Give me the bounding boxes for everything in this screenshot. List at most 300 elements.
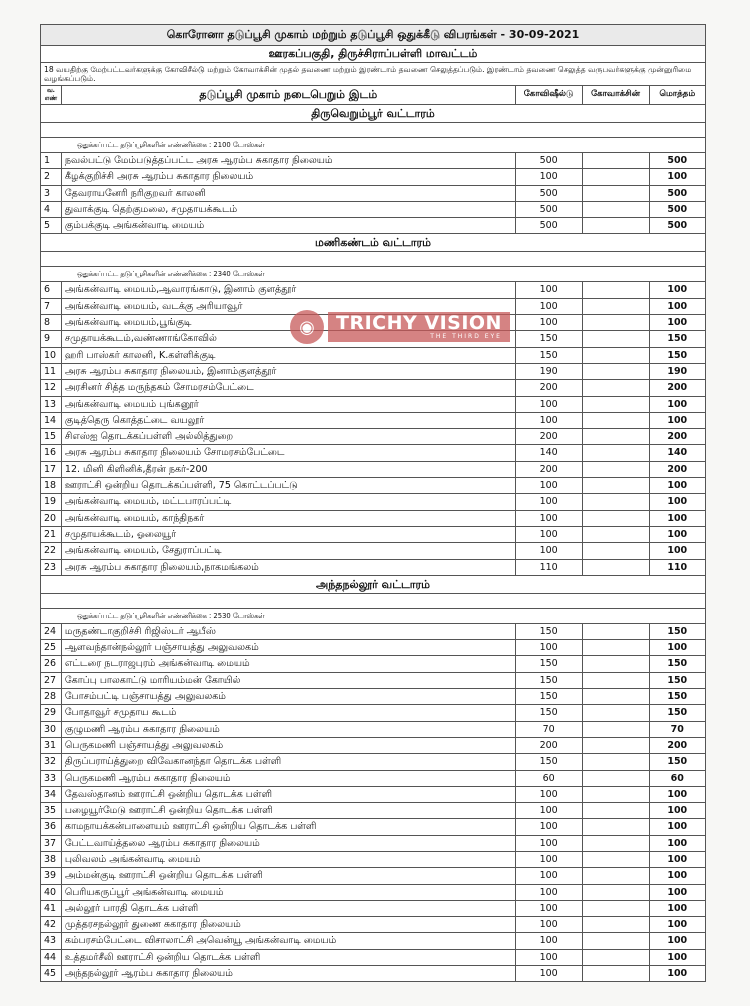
serial-cell: 20 — [41, 510, 62, 526]
table-row — [41, 737, 706, 753]
table-row — [41, 754, 706, 770]
allocation-label: ஒதுக்கப்பட்ட தடுப்பூசிகளின் எண்ணிக்கை : 2530 டோஸ்கள் — [41, 608, 706, 623]
covaxin-cell — [582, 412, 649, 428]
serial-cell: 9 — [41, 331, 62, 347]
serial-cell: 18 — [41, 478, 62, 494]
covishield-cell: 150 — [515, 331, 582, 347]
serial-cell: 36 — [41, 819, 62, 835]
place-cell: முத்தரசநல்லூர் துணை சுகாதார நிலையம் — [61, 917, 515, 933]
total-cell: 100 — [649, 966, 706, 982]
total-cell: 200 — [649, 429, 706, 445]
covishield-cell: 100 — [515, 786, 582, 802]
serial-cell: 6 — [41, 282, 62, 298]
covaxin-cell — [582, 640, 649, 656]
eligibility-note: 18 வயதிற்கு மேற்பட்டவர்களுக்கு கோவிசீல்டு மற்றும் கோவாக்சின் முதல் தவணை மற்றும் இரண்டாம் தவணை செலுத்தப்படும். இரண்டாம் தவணை செலுத்த வருபவர்களுக்கு முன்னுரிமை வழங்கப்படும். — [41, 63, 706, 86]
serial-cell: 32 — [41, 754, 62, 770]
table-row — [41, 380, 706, 396]
table-row — [41, 412, 706, 428]
serial-cell: 11 — [41, 363, 62, 379]
table-row — [41, 559, 706, 575]
covaxin-cell — [582, 169, 649, 185]
total-cell: 150 — [649, 347, 706, 363]
covaxin-cell — [582, 933, 649, 949]
table-row — [41, 494, 706, 510]
allocation-row — [41, 267, 706, 282]
serial-cell: 1 — [41, 153, 62, 169]
table-row — [41, 185, 706, 201]
place-cell: பழையூர்மேடு ஊராட்சி ஒன்றிய தொடக்க பள்ளி — [61, 803, 515, 819]
header-row — [41, 86, 706, 105]
covaxin-cell — [582, 478, 649, 494]
total-cell: 100 — [649, 819, 706, 835]
total-cell: 150 — [649, 331, 706, 347]
covaxin-cell — [582, 396, 649, 412]
serial-cell: 27 — [41, 672, 62, 688]
total-cell: 100 — [649, 282, 706, 298]
place-cell: காமநாயக்கன்பாளையம் ஊராட்சி ஒன்றிய தொடக்க பள்ளி — [61, 819, 515, 835]
covaxin-cell — [582, 380, 649, 396]
serial-cell: 39 — [41, 868, 62, 884]
total-cell: 110 — [649, 559, 706, 575]
covishield-cell: 110 — [515, 559, 582, 575]
block-row — [41, 234, 706, 252]
block-name: மணிகண்டம் வட்டாரம் — [41, 234, 706, 252]
total-cell: 100 — [649, 900, 706, 916]
place-cell: அங்கன்வாடி மையம், மட்டபாரப்பட்டி — [61, 494, 515, 510]
total-cell: 100 — [649, 494, 706, 510]
total-cell: 60 — [649, 770, 706, 786]
total-cell: 100 — [649, 169, 706, 185]
block-spacer-cell — [41, 593, 706, 608]
total-cell: 100 — [649, 526, 706, 542]
covaxin-cell — [582, 754, 649, 770]
serial-cell: 3 — [41, 185, 62, 201]
table-row — [41, 640, 706, 656]
table-row — [41, 835, 706, 851]
covishield-cell: 100 — [515, 640, 582, 656]
covishield-cell: 150 — [515, 656, 582, 672]
total-cell: 100 — [649, 640, 706, 656]
total-cell: 100 — [649, 412, 706, 428]
covaxin-cell — [582, 900, 649, 916]
covaxin-cell — [582, 282, 649, 298]
covishield-cell: 500 — [515, 153, 582, 169]
note-row — [41, 63, 706, 86]
table-row — [41, 282, 706, 298]
district-label: ஊரகப்பகுதி, திருச்சிராப்பள்ளி மாவட்டம் — [41, 46, 706, 63]
place-cell: குழுமணி ஆரம்ப சுகாதார நிலையம் — [61, 721, 515, 737]
serial-cell: 7 — [41, 298, 62, 314]
serial-cell: 25 — [41, 640, 62, 656]
table-row — [41, 705, 706, 721]
table-row — [41, 478, 706, 494]
place-cell: அங்கன்வாடி மையம்,பூங்குடி — [61, 315, 515, 331]
covishield-cell: 500 — [515, 185, 582, 201]
serial-cell: 37 — [41, 835, 62, 851]
covaxin-cell — [582, 510, 649, 526]
total-cell: 500 — [649, 153, 706, 169]
table-row — [41, 656, 706, 672]
block-spacer-row — [41, 252, 706, 267]
covishield-cell: 500 — [515, 201, 582, 217]
place-cell: பெருகமணி பஞ்சாயத்து அலுவலகம் — [61, 737, 515, 753]
place-cell: அரசு ஆரம்ப சுகாதார நிலையம், இனாம்குளத்தூர் — [61, 363, 515, 379]
covishield-cell: 60 — [515, 770, 582, 786]
table-row — [41, 169, 706, 185]
serial-cell: 19 — [41, 494, 62, 510]
covishield-cell: 150 — [515, 347, 582, 363]
total-cell: 150 — [649, 656, 706, 672]
covishield-cell: 100 — [515, 917, 582, 933]
place-cell: குடித்தெரு கொத்தட்டை வயலூர் — [61, 412, 515, 428]
serial-cell: 38 — [41, 851, 62, 867]
serial-cell: 35 — [41, 803, 62, 819]
covaxin-cell — [582, 721, 649, 737]
covaxin-cell — [582, 623, 649, 639]
table-row — [41, 429, 706, 445]
serial-cell: 4 — [41, 201, 62, 217]
covishield-cell: 100 — [515, 298, 582, 314]
place-cell: எட்டரை நடராஜபுரம் அங்கன்வாடி மையம் — [61, 656, 515, 672]
total-cell: 150 — [649, 623, 706, 639]
covaxin-cell — [582, 363, 649, 379]
total-cell: 100 — [649, 933, 706, 949]
covaxin-cell — [582, 803, 649, 819]
covishield-cell: 100 — [515, 282, 582, 298]
table-row — [41, 770, 706, 786]
total-cell: 500 — [649, 218, 706, 234]
header-place: தடுப்பூசி முகாம் நடைபெறும் இடம் — [61, 86, 515, 105]
covishield-cell: 150 — [515, 689, 582, 705]
serial-cell: 42 — [41, 917, 62, 933]
table-row — [41, 819, 706, 835]
covaxin-cell — [582, 786, 649, 802]
watermark-tagline: THE THIRD EYE — [430, 333, 502, 340]
total-cell: 70 — [649, 721, 706, 737]
table-row — [41, 966, 706, 982]
serial-cell: 23 — [41, 559, 62, 575]
table-row — [41, 689, 706, 705]
document-title: கொரோனா தடுப்பூசி முகாம் மற்றும் தடுப்பூசி ஒதுக்கீடு விபரங்கள் - 30-09-2021 — [41, 25, 706, 46]
table-row — [41, 201, 706, 217]
table-row — [41, 623, 706, 639]
covishield-cell: 150 — [515, 754, 582, 770]
serial-cell: 41 — [41, 900, 62, 916]
serial-cell: 40 — [41, 884, 62, 900]
eye-emblem-icon: ◉ — [290, 310, 324, 344]
total-cell: 100 — [649, 835, 706, 851]
place-cell: போசம்பட்டி பஞ்சாயத்து அலுவலகம் — [61, 689, 515, 705]
covishield-cell: 100 — [515, 949, 582, 965]
block-name: திருவெறும்பூர் வட்டாரம் — [41, 105, 706, 123]
total-cell: 100 — [649, 298, 706, 314]
covishield-cell: 190 — [515, 363, 582, 379]
table-row — [41, 543, 706, 559]
covishield-cell: 200 — [515, 429, 582, 445]
district-row — [41, 46, 706, 63]
covaxin-cell — [582, 153, 649, 169]
place-cell: அரசினர் சித்த மருந்தகம் சோமரசம்பேட்டை — [61, 380, 515, 396]
serial-cell: 28 — [41, 689, 62, 705]
covishield-cell: 100 — [515, 478, 582, 494]
place-cell: திருப்பராய்த்துறை விவேகானந்தா தொடக்க பள்ளி — [61, 754, 515, 770]
covaxin-cell — [582, 543, 649, 559]
serial-cell: 44 — [41, 949, 62, 965]
covaxin-cell — [582, 315, 649, 331]
block-spacer-cell — [41, 123, 706, 138]
covishield-cell: 100 — [515, 543, 582, 559]
place-cell: அரசு ஆரம்ப சுகாதார நிலையம் சோமரசம்பேட்டை — [61, 445, 515, 461]
place-cell: சமுதாயக்கூடம், ஓலையூர் — [61, 526, 515, 542]
covaxin-cell — [582, 526, 649, 542]
total-cell: 100 — [649, 868, 706, 884]
covaxin-cell — [582, 494, 649, 510]
place-cell: உத்தமர்சீலி ஊராட்சி ஒன்றிய தொடக்க பள்ளி — [61, 949, 515, 965]
total-cell: 200 — [649, 380, 706, 396]
covishield-cell: 200 — [515, 461, 582, 477]
place-cell: கும்பக்குடி அங்கன்வாடி மையம் — [61, 218, 515, 234]
covishield-cell: 500 — [515, 218, 582, 234]
serial-cell: 34 — [41, 786, 62, 802]
total-cell: 100 — [649, 917, 706, 933]
covishield-cell: 100 — [515, 819, 582, 835]
covaxin-cell — [582, 884, 649, 900]
covishield-cell: 150 — [515, 672, 582, 688]
table-row — [41, 917, 706, 933]
serial-cell: 29 — [41, 705, 62, 721]
table-row — [41, 331, 706, 347]
header-serial: வ. எண் — [41, 86, 62, 105]
covaxin-cell — [582, 347, 649, 363]
serial-cell: 43 — [41, 933, 62, 949]
total-cell: 100 — [649, 803, 706, 819]
total-cell: 500 — [649, 201, 706, 217]
serial-cell: 30 — [41, 721, 62, 737]
covaxin-cell — [582, 298, 649, 314]
total-cell: 100 — [649, 315, 706, 331]
covaxin-cell — [582, 835, 649, 851]
table-row — [41, 363, 706, 379]
total-cell: 100 — [649, 786, 706, 802]
covaxin-cell — [582, 656, 649, 672]
covaxin-cell — [582, 559, 649, 575]
table-row — [41, 900, 706, 916]
watermark-main: TRICHY VISION — [336, 312, 502, 334]
place-cell: சமுதாயக்கூடம்,வண்ணாங்கோவில் — [61, 331, 515, 347]
total-cell: 200 — [649, 737, 706, 753]
serial-cell: 33 — [41, 770, 62, 786]
table-row — [41, 868, 706, 884]
table-row — [41, 396, 706, 412]
place-cell: ஊராட்சி ஒன்றிய தொடக்கப்பள்ளி, 75 கொட்டப்பட்டு — [61, 478, 515, 494]
covaxin-cell — [582, 201, 649, 217]
covishield-cell: 100 — [515, 835, 582, 851]
place-cell: மருதண்டாகுறிச்சி ரிஜிஸ்டர் ஆபீஸ் — [61, 623, 515, 639]
place-cell: அங்கன்வாடி மையம்,ஆவாரங்காடு, இனாம் குளத்தூர் — [61, 282, 515, 298]
place-cell: துவாக்குடி தெற்குமலை, சமுதாயக்கூடம் — [61, 201, 515, 217]
table-row — [41, 786, 706, 802]
place-cell: பேட்டவாய்த்தலை ஆரம்ப சுகாதார நிலையம் — [61, 835, 515, 851]
covaxin-cell — [582, 966, 649, 982]
total-cell: 100 — [649, 478, 706, 494]
table-row — [41, 315, 706, 331]
covishield-cell: 200 — [515, 737, 582, 753]
table-row — [41, 153, 706, 169]
table-row — [41, 933, 706, 949]
serial-cell: 31 — [41, 737, 62, 753]
serial-cell: 21 — [41, 526, 62, 542]
table-row — [41, 298, 706, 314]
covaxin-cell — [582, 445, 649, 461]
covishield-cell: 100 — [515, 494, 582, 510]
document-sheet — [40, 24, 706, 982]
place-cell: புலிவலம் அங்கன்வாடி மையம் — [61, 851, 515, 867]
place-cell: சிஎஸ்ஐ தொடக்கப்பள்ளி அல்லித்துறை — [61, 429, 515, 445]
place-cell: அங்கன்வாடி மையம், வடக்கு அரியாவூர் — [61, 298, 515, 314]
place-cell: பெரியகருப்பூர் அங்கன்வாடி மையம் — [61, 884, 515, 900]
serial-cell: 24 — [41, 623, 62, 639]
table-row — [41, 347, 706, 363]
block-row — [41, 105, 706, 123]
covaxin-cell — [582, 949, 649, 965]
covishield-cell: 70 — [515, 721, 582, 737]
total-cell: 500 — [649, 185, 706, 201]
allocation-label: ஒதுக்கப்பட்ட தடுப்பூசிகளின் எண்ணிக்கை : 2100 டோஸ்கள் — [41, 138, 706, 153]
covaxin-cell — [582, 737, 649, 753]
total-cell: 150 — [649, 672, 706, 688]
block-spacer-row — [41, 123, 706, 138]
total-cell: 200 — [649, 461, 706, 477]
covishield-cell: 100 — [515, 900, 582, 916]
block-name: அந்தநல்லூர் வட்டாரம் — [41, 575, 706, 593]
total-cell: 100 — [649, 884, 706, 900]
covaxin-cell — [582, 461, 649, 477]
header-covaxin: கோவாக்சின் — [582, 86, 649, 105]
covaxin-cell — [582, 705, 649, 721]
covaxin-cell — [582, 218, 649, 234]
covishield-cell: 100 — [515, 412, 582, 428]
place-cell: அங்கன்வாடி மையம், காந்திநகர் — [61, 510, 515, 526]
place-cell: கீழக்குறிச்சி அரசு ஆரம்ப சுகாதார நிலையம் — [61, 169, 515, 185]
serial-cell: 8 — [41, 315, 62, 331]
table-row — [41, 949, 706, 965]
covaxin-cell — [582, 185, 649, 201]
place-cell: நவல்பட்டு மேம்படுத்தப்பட்ட அரசு ஆரம்ப சுகாதார நிலையம் — [61, 153, 515, 169]
place-cell: அங்கன்வாடி மையம் புங்கனூர் — [61, 396, 515, 412]
covishield-cell: 100 — [515, 868, 582, 884]
total-cell: 150 — [649, 689, 706, 705]
serial-cell: 14 — [41, 412, 62, 428]
total-cell: 100 — [649, 543, 706, 559]
total-cell: 100 — [649, 949, 706, 965]
place-cell: ஹரி பாஸ்கர் காலனி, K.கள்ளிக்குடி — [61, 347, 515, 363]
place-cell: தேவஸ்தானம் ஊராட்சி ஒன்றிய தொடக்க பள்ளி — [61, 786, 515, 802]
covishield-cell: 100 — [515, 526, 582, 542]
total-cell: 140 — [649, 445, 706, 461]
table-row — [41, 218, 706, 234]
allocation-label: ஒதுக்கப்பட்ட தடுப்பூசிகளின் எண்ணிக்கை : 2340 டோஸ்கள் — [41, 267, 706, 282]
vaccination-camp-table — [40, 24, 706, 982]
covaxin-cell — [582, 917, 649, 933]
table-row — [41, 510, 706, 526]
allocation-row — [41, 138, 706, 153]
place-cell: கம்பரசம்பேட்டை விசாலாட்சி அவென்யூ அங்கன்வாடி மையம் — [61, 933, 515, 949]
serial-cell: 17 — [41, 461, 62, 477]
place-cell: கோப்பு பாலகாட்டு மாரியம்மன் கோயில் — [61, 672, 515, 688]
serial-cell: 15 — [41, 429, 62, 445]
table-row — [41, 803, 706, 819]
covaxin-cell — [582, 770, 649, 786]
table-row — [41, 461, 706, 477]
total-cell: 150 — [649, 705, 706, 721]
place-cell: அங்கன்வாடி மையம், சேதுராப்பட்டி — [61, 543, 515, 559]
covishield-cell: 140 — [515, 445, 582, 461]
serial-cell: 10 — [41, 347, 62, 363]
covaxin-cell — [582, 429, 649, 445]
place-cell: தேவராயனேரி நரிகுறவர் காலனி — [61, 185, 515, 201]
place-cell: பெருகமணி ஆரம்ப சுகாதார நிலையம் — [61, 770, 515, 786]
covaxin-cell — [582, 689, 649, 705]
covishield-cell: 100 — [515, 851, 582, 867]
table-row — [41, 884, 706, 900]
table-row — [41, 445, 706, 461]
place-cell: போதாவூர் சமுதாய கூடம் — [61, 705, 515, 721]
allocation-row — [41, 608, 706, 623]
covaxin-cell — [582, 331, 649, 347]
covishield-cell: 100 — [515, 966, 582, 982]
block-spacer-cell — [41, 252, 706, 267]
covishield-cell: 100 — [515, 803, 582, 819]
covishield-cell: 100 — [515, 884, 582, 900]
table-row — [41, 851, 706, 867]
block-spacer-row — [41, 593, 706, 608]
serial-cell: 5 — [41, 218, 62, 234]
covishield-cell: 200 — [515, 380, 582, 396]
title-row — [41, 25, 706, 46]
place-cell: அரசு ஆரம்ப சுகாதார நிலையம்,நாகமங்கலம் — [61, 559, 515, 575]
place-cell: 12. மினி கிளினிக்,தீரன் நகர்-200 — [61, 461, 515, 477]
serial-cell: 45 — [41, 966, 62, 982]
total-cell: 100 — [649, 396, 706, 412]
table-row — [41, 526, 706, 542]
table-body — [41, 25, 706, 982]
covaxin-cell — [582, 819, 649, 835]
covishield-cell: 100 — [515, 933, 582, 949]
place-cell: ஆளவந்தான்நல்லூர் பஞ்சாயத்து அலுவலகம் — [61, 640, 515, 656]
serial-cell: 26 — [41, 656, 62, 672]
covishield-cell: 100 — [515, 315, 582, 331]
table-row — [41, 721, 706, 737]
serial-cell: 16 — [41, 445, 62, 461]
covishield-cell: 100 — [515, 396, 582, 412]
total-cell: 100 — [649, 510, 706, 526]
serial-cell: 22 — [41, 543, 62, 559]
covishield-cell: 100 — [515, 169, 582, 185]
place-cell: அல்லூர் பாரதி தொடக்க பள்ளி — [61, 900, 515, 916]
total-cell: 100 — [649, 851, 706, 867]
block-row — [41, 575, 706, 593]
serial-cell: 2 — [41, 169, 62, 185]
covishield-cell: 100 — [515, 510, 582, 526]
serial-cell: 13 — [41, 396, 62, 412]
covaxin-cell — [582, 672, 649, 688]
covaxin-cell — [582, 851, 649, 867]
table-row — [41, 672, 706, 688]
header-total: மொத்தம் — [649, 86, 706, 105]
covishield-cell: 150 — [515, 623, 582, 639]
serial-cell: 12 — [41, 380, 62, 396]
covishield-cell: 150 — [515, 705, 582, 721]
